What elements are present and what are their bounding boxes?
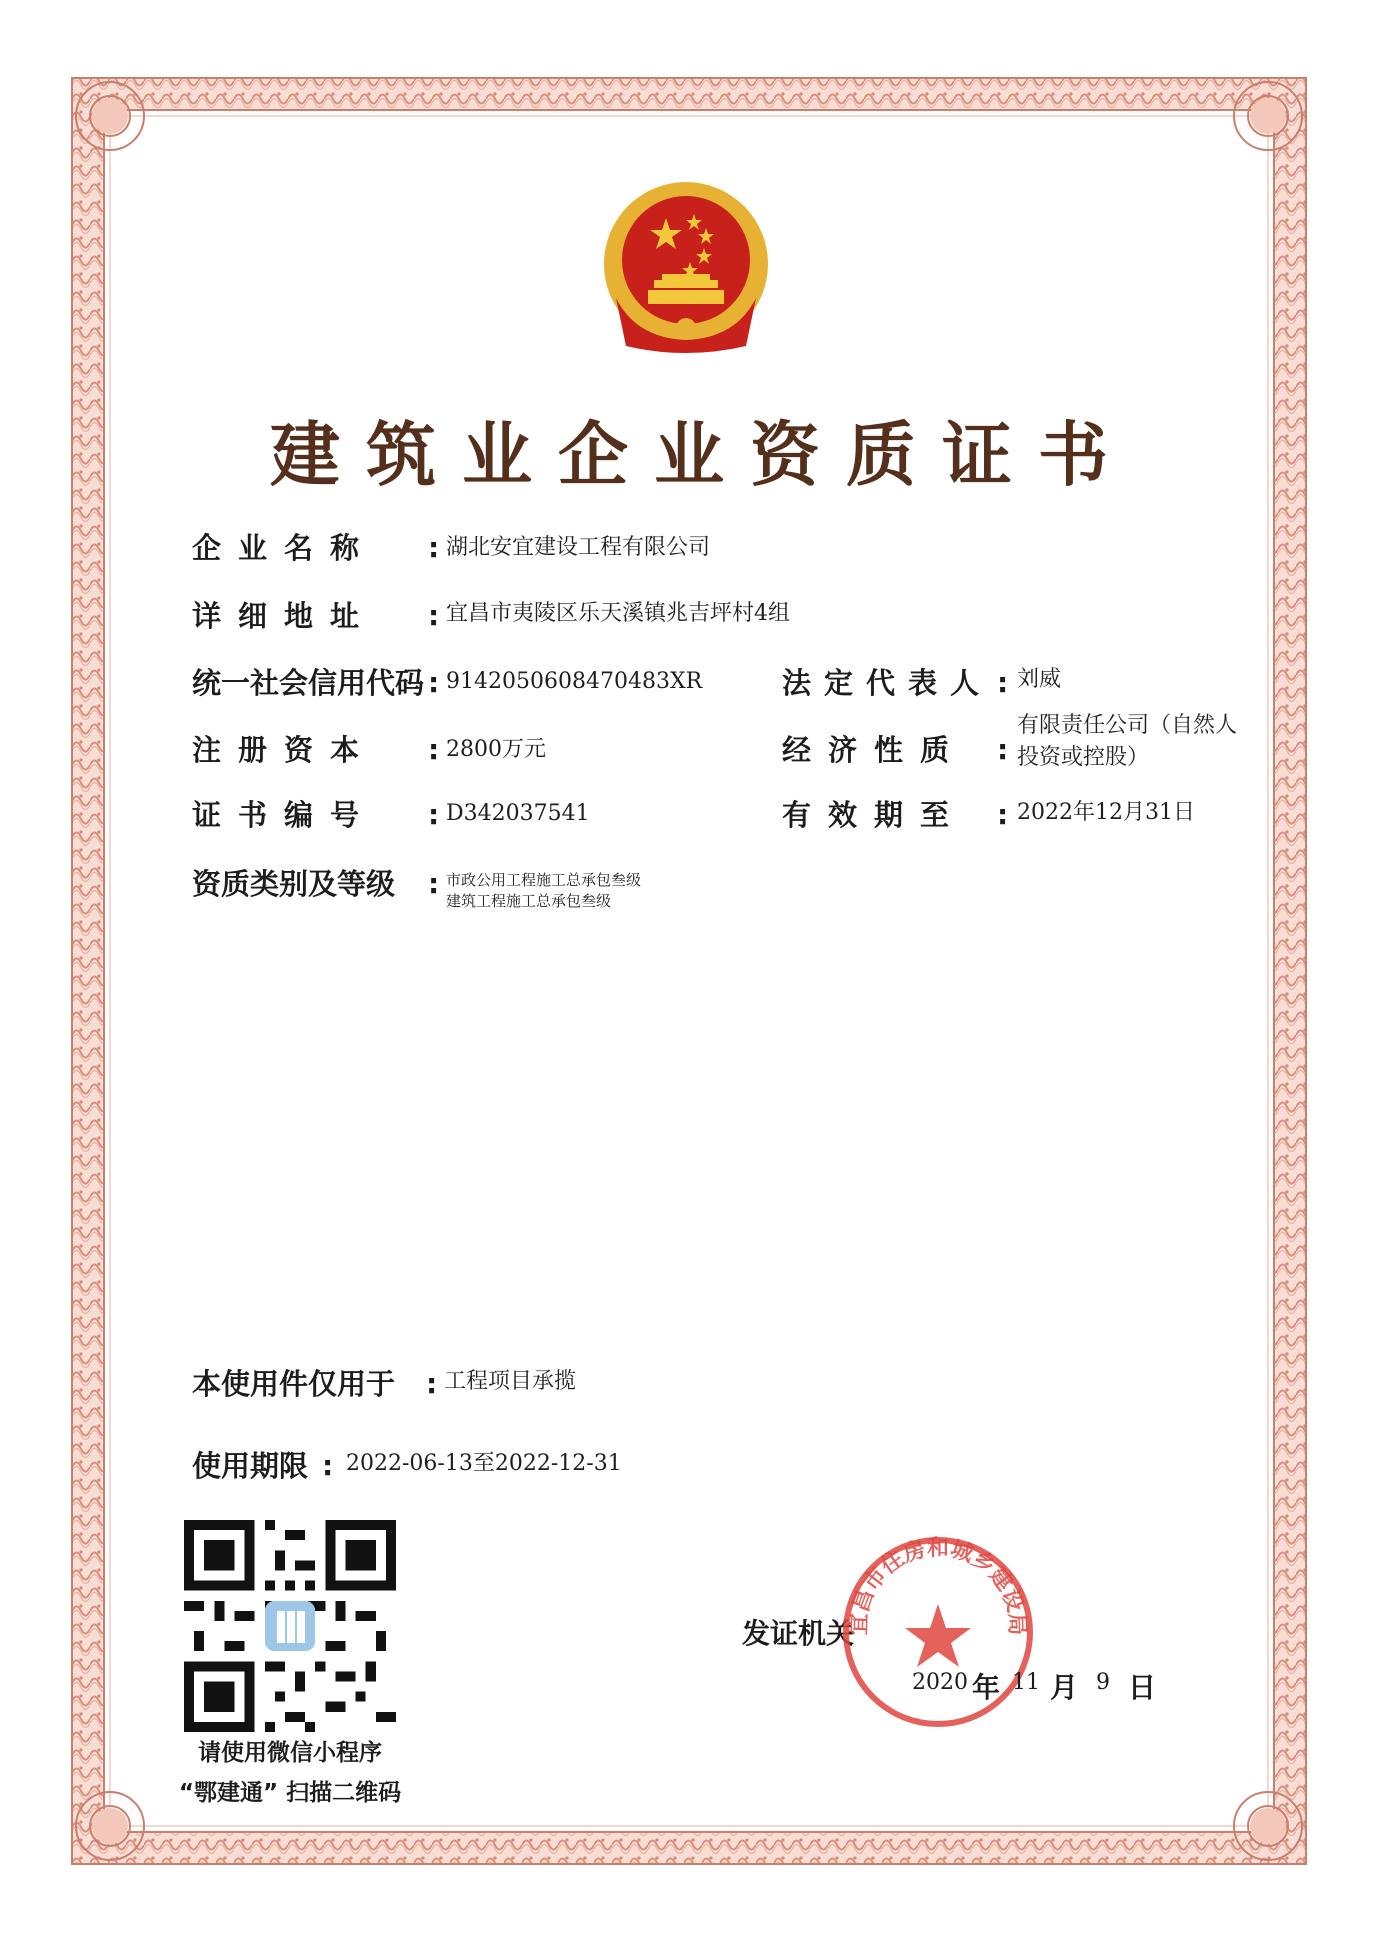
colon: : xyxy=(428,666,440,699)
national-emblem xyxy=(596,178,776,356)
valid-until-label: 有效期至 xyxy=(782,798,967,832)
purpose-label: 本使用件仅用于 xyxy=(192,1367,396,1401)
issue-year: 2020 xyxy=(912,1670,968,1695)
period-label: 使用期限 xyxy=(192,1449,309,1483)
qr-caption-line2: “鄂建通” 扫描二维码 xyxy=(178,1780,402,1806)
colon: : xyxy=(997,798,1009,831)
company-name-value: 湖北安宜建设工程有限公司 xyxy=(446,535,711,560)
reg-capital-label: 注册资本 xyxy=(192,733,377,767)
qualification-value-1: 市政公用工程施工总承包叁级 xyxy=(446,871,642,889)
issue-year-unit: 年 xyxy=(972,1671,1001,1704)
colon: : xyxy=(322,1449,334,1482)
issue-day: 9 xyxy=(1096,1670,1110,1695)
address-value: 宜昌市夷陵区乐天溪镇兆吉坪村4组 xyxy=(446,601,790,626)
legal-rep-value: 刘威 xyxy=(1017,667,1062,692)
issue-day-unit: 日 xyxy=(1128,1671,1157,1704)
econ-nature-value: 有限责任公司（自然人投资或控股） xyxy=(1017,713,1238,770)
valid-until-value: 2022年12月31日 xyxy=(1017,800,1195,825)
colon: : xyxy=(428,867,440,900)
address-label: 详细地址 xyxy=(192,599,377,633)
legal-rep-label: 法定代表人 xyxy=(782,666,993,700)
colon: : xyxy=(428,733,440,766)
official-seal xyxy=(838,1532,1038,1732)
econ-nature-label: 经济性质 xyxy=(782,733,967,767)
qr-caption-line1: 请使用微信小程序 xyxy=(198,1740,382,1766)
issuer-label: 发证机关 xyxy=(742,1617,855,1650)
qualification-label: 资质类别及等级 xyxy=(192,867,396,901)
credit-code-value: 9142050608470483XR xyxy=(446,669,703,694)
credit-code-label: 统一社会信用代码 xyxy=(192,666,425,700)
colon: : xyxy=(428,531,440,564)
qualification-value-2: 建筑工程施工总承包叁级 xyxy=(446,892,612,910)
period-value: 2022-06-13至2022-12-31 xyxy=(346,1451,622,1476)
qr-code[interactable] xyxy=(184,1520,396,1732)
colon: : xyxy=(428,599,440,632)
colon: : xyxy=(997,733,1009,766)
colon: : xyxy=(426,1367,438,1400)
company-name-label: 企业名称 xyxy=(192,531,377,565)
seal-text: 宜昌市住房和城乡建设局 xyxy=(846,1536,1030,1636)
colon: : xyxy=(997,666,1009,699)
cert-no-value: D342037541 xyxy=(446,801,590,826)
colon: : xyxy=(428,798,440,831)
certificate-title: 建筑业企业资质证书 xyxy=(270,413,1134,496)
issue-month-unit: 月 xyxy=(1050,1671,1079,1704)
purpose-value: 工程项目承揽 xyxy=(444,1369,577,1394)
reg-capital-value: 2800万元 xyxy=(446,737,546,762)
issue-month: 11 xyxy=(1012,1670,1040,1695)
cert-no-label: 证书编号 xyxy=(192,798,377,832)
